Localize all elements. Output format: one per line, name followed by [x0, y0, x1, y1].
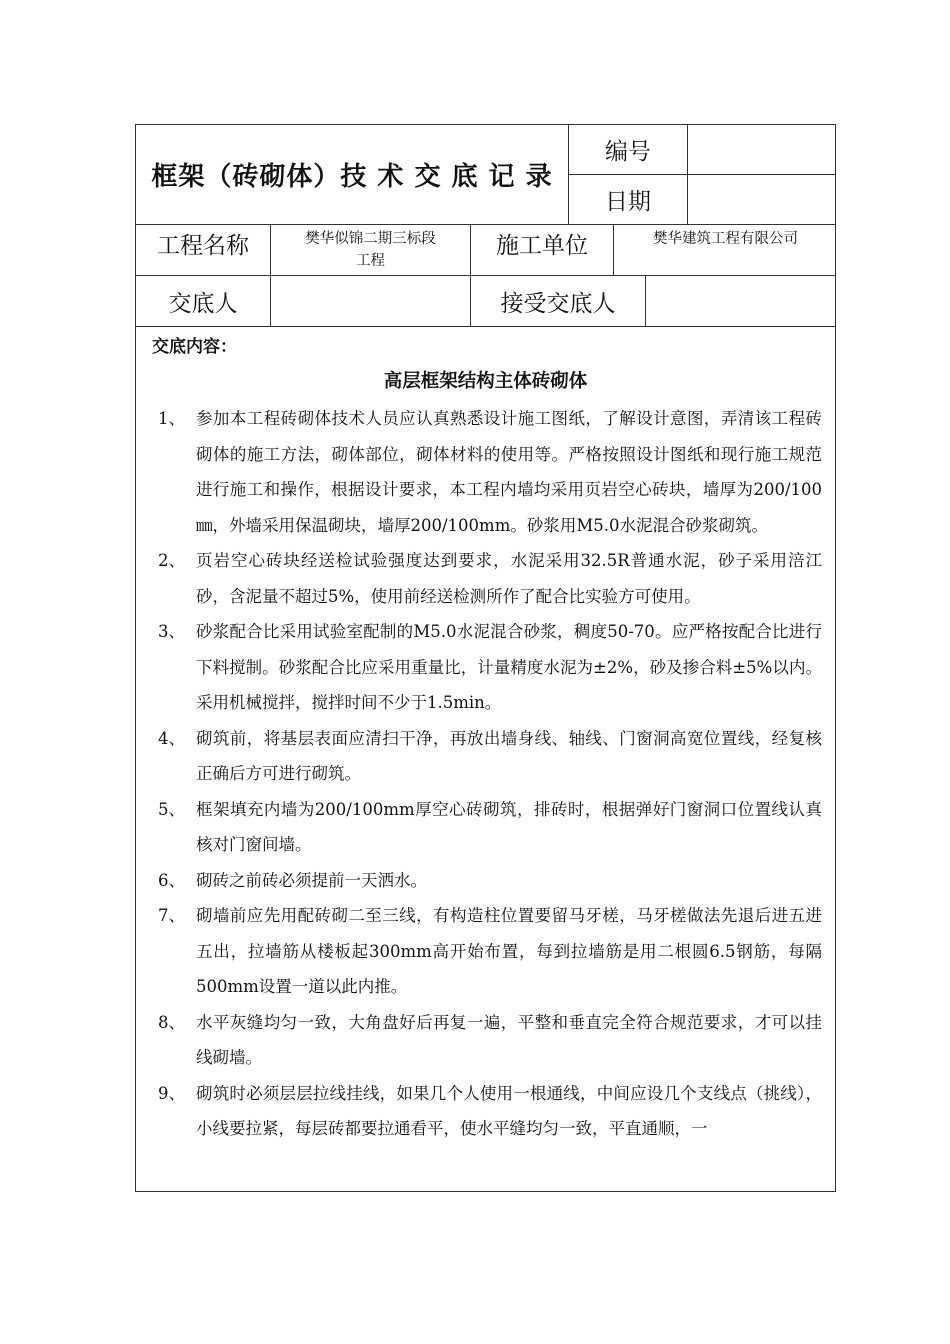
form-title-cell [136, 125, 568, 225]
content-subtitle: 高层框架结构主体砖砌体 [383, 371, 588, 392]
item-number: 6、 [158, 870, 185, 890]
date-value-cell[interactable] [687, 175, 836, 225]
project-name-label: 工程名称 [157, 233, 249, 259]
item-text: 页岩空心砖块经送检试验强度达到要求，水泥采用32.5R普通水泥，砂子采用涪江砂，含泥量不超过5%，使用前经送检测所作了配合比实验方可使用。 [196, 551, 822, 606]
number-label: 编号 [605, 139, 651, 165]
list-item [158, 614, 822, 721]
list-item [158, 1005, 822, 1076]
giver-value-cell[interactable] [270, 276, 470, 327]
item-number: 1、 [158, 409, 185, 428]
giver-label-cell [136, 276, 270, 327]
date-label: 日期 [605, 189, 651, 215]
item-text: 砌筑前，将基层表面应清扫干净，再放出墙身线、轴线、门窗洞高宽位置线，经复核正确后方可进行砌筑。 [196, 728, 822, 783]
project-name-line1: 樊华似锦二期三标段 [305, 231, 436, 247]
list-item [158, 401, 822, 543]
builder-value: 樊华建筑工程有限公司 [653, 231, 798, 247]
item-number: 2、 [158, 551, 185, 570]
item-text: 砌筑时必须层层拉线挂线，如果几个人使用一根通线，中间应设几个支线点（挑线），小线要拉紧，每层砖都要拉通看平，使水平缝均匀一致，平直通顺，一 [196, 1083, 822, 1138]
item-number: 9、 [158, 1083, 185, 1103]
record-form [135, 124, 836, 1192]
date-label-cell [568, 175, 687, 225]
project-name-line2: 工程 [356, 253, 385, 269]
list-item [158, 1076, 822, 1147]
list-item [158, 721, 822, 792]
item-number: 4、 [158, 728, 185, 748]
item-number: 5、 [158, 799, 185, 819]
item-number: 7、 [158, 906, 185, 925]
list-item [158, 792, 822, 863]
content-area [136, 327, 835, 1192]
builder-label: 施工单位 [496, 233, 588, 259]
list-item [158, 898, 822, 1005]
item-text: 参加本工程砖砌体技术人员应认真熟悉设计施工图纸，了解设计意图，弄清该工程砖砌体的施工方法，砌体部位，砌体材料的使用等。严格按照设计图纸和现行施工规范进行施工和操作，根据设计要求，本工程内墙均采用页岩空心砖块，墙厚为200/100㎜，外墙采用保温砌块，墙厚200/100mm。砂浆用M5.0水泥混合砂浆砌筑。 [196, 409, 822, 535]
receiver-label-cell [470, 276, 645, 327]
item-list [158, 401, 822, 1147]
number-label-cell [568, 125, 687, 175]
list-item [158, 863, 822, 899]
number-value-cell[interactable] [687, 125, 836, 175]
item-text: 水平灰缝均匀一致，大角盘好后再复一遍，平整和垂直完全符合规范要求，才可以挂线砌墙。 [196, 1012, 822, 1067]
builder-label-cell [470, 225, 613, 276]
item-number: 3、 [158, 622, 185, 641]
project-name-cell [270, 225, 470, 276]
giver-label: 交底人 [168, 290, 238, 317]
item-text: 砌墙前应先用配砖砌二至三线，有构造柱位置要留马牙槎，马牙槎做法先退后进五进五出，拉墙筋从楼板起300mm高开始布置，每到拉墙筋是用二根圆6.5钢筋，每隔500mm设置一道以此内推。 [196, 906, 822, 996]
item-text: 框架填充内墙为200/100mm厚空心砖砌筑，排砖时，根据弹好门窗洞口位置线认真核对门窗间墙。 [196, 799, 822, 854]
item-number: 8、 [158, 1012, 185, 1032]
project-name-label-cell [136, 225, 270, 276]
form-title: 框架（砖砌体）技 术 交 底 记 录 [151, 162, 553, 192]
receiver-value-cell[interactable] [645, 276, 836, 327]
item-text: 砌砖之前砖必须提前一天洒水。 [196, 870, 427, 890]
receiver-label: 接受交底人 [500, 290, 616, 317]
content-heading: 交底内容： [152, 337, 237, 357]
builder-value-cell [613, 225, 836, 276]
item-text: 砂浆配合比采用试验室配制的M5.0水泥混合砂浆，稠度50-70。应严格按配合比进行下料搅制。砂浆配合比应采用重量比，计量精度水泥为±2%，砂及掺合料±5%以内。采用机械搅拌，搅拌时间不少于1.5min。 [196, 622, 822, 712]
list-item [158, 543, 822, 614]
